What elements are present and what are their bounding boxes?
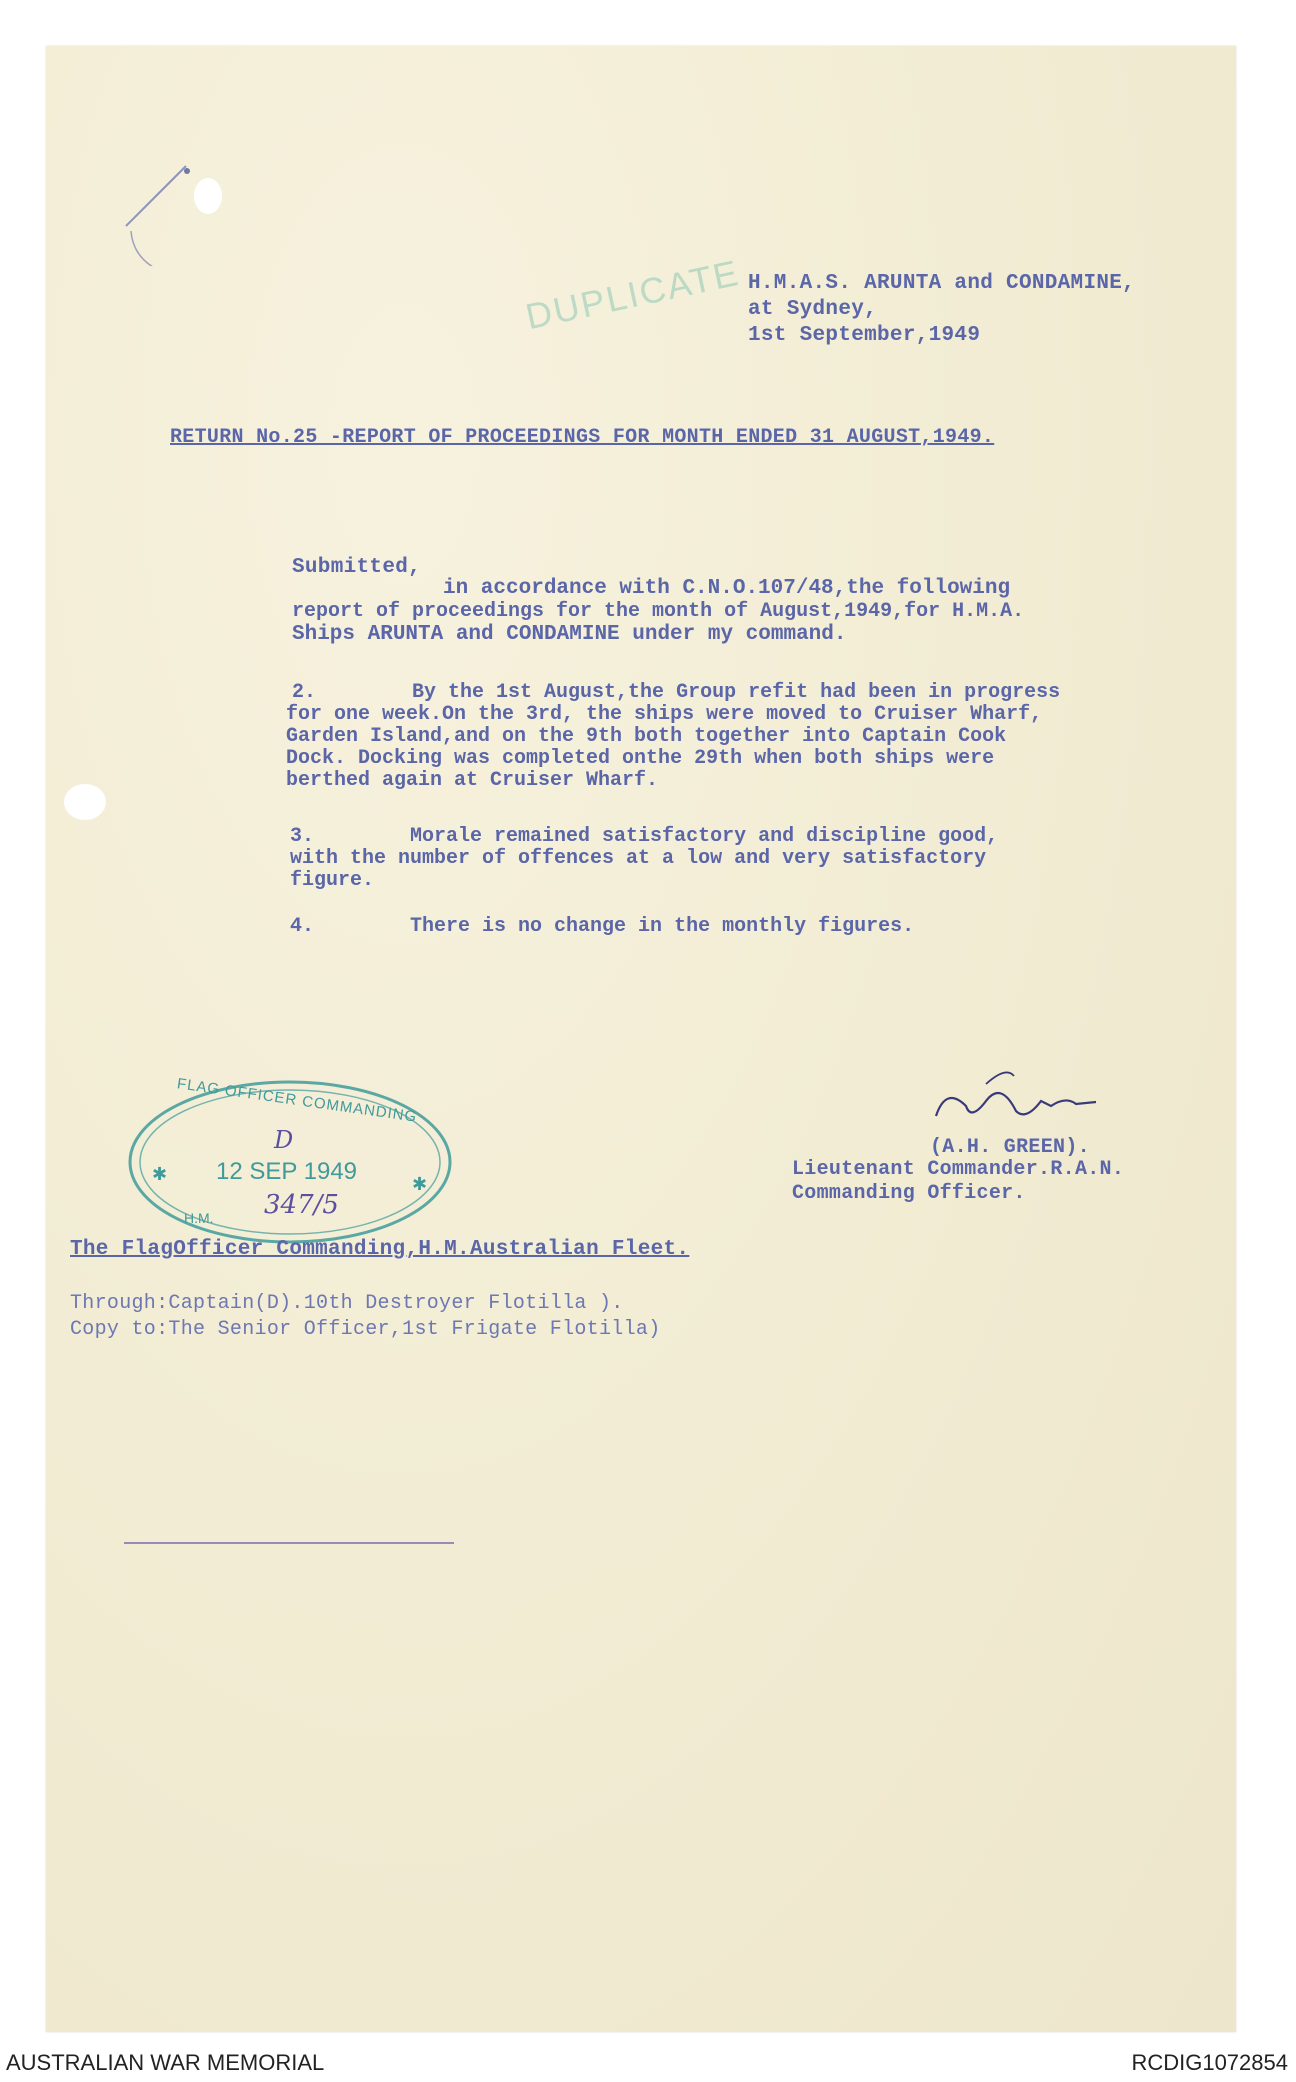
signature-rank: Lieutenant Commander.R.A.N.: [792, 1158, 1125, 1181]
footer-left: AUSTRALIAN WAR MEMORIAL: [6, 2050, 325, 2075]
stamp-initial: D: [274, 1126, 294, 1154]
para2-line-4: Dock. Docking was completed onthe 29th when both ships were: [286, 747, 995, 770]
signature-name: (A.H. GREEN).: [930, 1136, 1090, 1159]
para2-line-2: for one week.On the 3rd, the ships were moved to Cruiser Wharf,: [286, 703, 1043, 726]
para3-line-1: 3. Morale remained satisfactory and discipline good,: [290, 825, 999, 848]
header-location: at Sydney,: [748, 298, 878, 321]
intro-line-3: Ships ARUNTA and CONDAMINE under my command.: [292, 623, 847, 646]
footer-right: RCDIG1072854: [1131, 2050, 1288, 2075]
handwritten-signature: [926, 1066, 1126, 1136]
punch-hole-bottom: [64, 784, 106, 820]
stamp-date: 12 SEP 1949: [216, 1158, 358, 1185]
header-ship: H.M.A.S. ARUNTA and CONDAMINE,: [748, 272, 1136, 295]
addressee-copy: Copy to:The Senior Officer,1st Frigate Flotilla): [70, 1318, 661, 1341]
addressee-through: Through:Captain(D).10th Destroyer Flotilla ).: [70, 1292, 624, 1315]
para3-line-2: with the number of offences at a low and very satisfactory: [290, 847, 987, 870]
addressee-to: The FlagOfficer Commanding,H.M.Australian Fleet.: [70, 1238, 690, 1261]
stamp-file-ref: 347/5: [264, 1190, 339, 1220]
stamp-arc-text: FLAG OFFICER COMMANDING: [175, 1075, 419, 1126]
intro-line-2: report of proceedings for the month of August,1949,for H.M.A.: [292, 600, 1025, 623]
para3-line-3: figure.: [290, 869, 375, 892]
duplicate-stamp: DUPLICATE: [522, 251, 744, 338]
document-title: RETURN No.25 -REPORT OF PROCEEDINGS FOR MONTH ENDED 31 AUGUST,1949.: [170, 426, 995, 449]
para2-line-3: Garden Island,and on the 9th both together into Captain Cook: [286, 725, 1007, 748]
stamp-bottom-text: H.M.: [184, 1210, 214, 1226]
para2-line-5: berthed again at Cruiser Wharf.: [286, 769, 659, 792]
ink-smudge: [86, 116, 236, 266]
signature-role: Commanding Officer.: [792, 1182, 1026, 1205]
document-page: [46, 46, 1236, 2032]
para4-line: 4. There is no change in the monthly figures.: [290, 915, 915, 938]
svg-text:✱: ✱: [152, 1164, 168, 1184]
submitted-label: Submitted,: [292, 556, 422, 579]
intro-line-1: in accordance with C.N.O.107/48,the following: [443, 577, 1011, 600]
pencil-line: [124, 1542, 454, 1544]
para2-line-1: 2. By the 1st August,the Group refit had been in progress: [292, 681, 1061, 704]
header-date: 1st September,1949: [748, 324, 981, 347]
svg-text:✱: ✱: [412, 1174, 428, 1194]
